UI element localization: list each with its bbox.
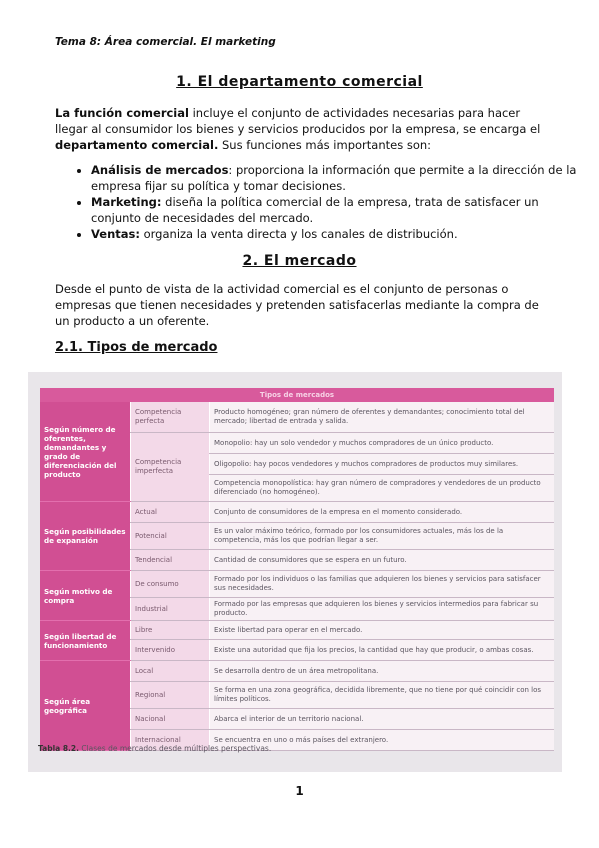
table-category: Según motivo de compra <box>40 571 131 621</box>
table-desc: Se desarrolla dentro de un área metropolitana. <box>210 661 555 682</box>
section-1-intro <box>55 105 545 153</box>
table-desc: Oligopolio: hay pocos vendedores y muchos compradores de productos muy similares. <box>210 454 555 475</box>
intro-bold-term-2: departamento comercial. <box>55 138 219 152</box>
intro-text-2: Sus funciones más importantes son: <box>218 138 432 152</box>
table-type: De consumo <box>131 571 210 598</box>
table-type: Libre <box>131 621 210 640</box>
table-desc: Abarca el interior de un territorio nacional. <box>210 709 555 730</box>
table-desc: Se forma en una zona geográfica, decidida libremente, que no tiene por qué coincidir con los límites políticos. <box>210 682 555 709</box>
table-type: Intervenido <box>131 640 210 661</box>
table-row <box>40 621 554 640</box>
table-desc: Formado por las empresas que adquieren los bienes y servicios intermedios para fabricar su producto. <box>210 598 555 621</box>
table-type: Actual <box>131 502 210 523</box>
section-2-title: 2. El mercado <box>242 253 357 269</box>
table-type: Regional <box>131 682 210 709</box>
table-type: Internacional <box>131 730 210 751</box>
table-row <box>40 402 554 433</box>
bullet-term: Análisis de mercados <box>91 163 229 177</box>
caption-text: Clases de mercados desde múltiples perspectivas. <box>78 744 272 753</box>
bullet-term: Ventas: <box>91 227 140 241</box>
bullet-text: : proporciona la información que permite a la dirección de la empresa fijar su política y tomar decisiones. <box>91 163 577 193</box>
table-caption <box>38 744 271 753</box>
market-types-table <box>40 388 554 751</box>
intro-text: incluye el conjunto de actividades necesarias para hacer llegar al consumidor los bienes y servicios producidos por la empresa, se encarga el <box>55 106 541 136</box>
table-desc: Competencia monopolística: hay gran número de compradores y vendedores de un producto diferenciado (no homogéneo). <box>210 475 555 502</box>
page-number: 1 <box>295 784 304 798</box>
table-type: Potencial <box>131 523 210 550</box>
bullet-text: organiza la venta directa y los canales de distribución. <box>139 227 458 241</box>
table-desc: Cantidad de consumidores que se espera en un futuro. <box>210 550 555 571</box>
table-desc: Es un valor máximo teórico, formado por los consumidores actuales, más los de la competencia, más los que podrían llegar a ser. <box>210 523 555 550</box>
table-type: Industrial <box>131 598 210 621</box>
table-desc: Existe una autoridad que fija los precios, la cantidad que hay que producir, o ambas cosas. <box>210 640 555 661</box>
section-2-text: Desde el punto de vista de la actividad comercial es el conjunto de personas o empresas que tienen necesidades y pretenden satisfacerlas mediante la compra de un producto a un oferente. <box>55 282 539 328</box>
table-row <box>40 571 554 598</box>
table-desc: Formado por los individuos o las familias que adquieren los bienes y servicios para satisfacer sus necesidades. <box>210 571 555 598</box>
table-row <box>40 502 554 523</box>
bullet-term: Marketing: <box>91 195 162 209</box>
table-category: Según número de oferentes, demandantes y grado de diferenciación del producto <box>40 402 131 502</box>
section-1-title: 1. El departamento comercial <box>176 74 423 90</box>
table-desc: Producto homogéneo; gran número de oferentes y demandantes; conocimiento total del mercado; libertad de entrada y salida. <box>210 402 555 433</box>
table-desc: Existe libertad para operar en el mercado. <box>210 621 555 640</box>
intro-bold-term: La función comercial <box>55 106 189 120</box>
table-photo <box>28 372 562 772</box>
table-category: Según posibilidades de expansión <box>40 502 131 571</box>
table-type: Nacional <box>131 709 210 730</box>
list-item <box>91 194 581 226</box>
table-desc: Se encuentra en uno o más países del extranjero. <box>210 730 555 751</box>
list-item <box>91 226 581 242</box>
table-row <box>40 661 554 682</box>
functions-list <box>55 162 581 242</box>
table-category: Según libertad de funcionamiento <box>40 621 131 661</box>
bullet-text: diseña la política comercial de la empresa, trata de satisfacer un conjunto de necesidades del mercado. <box>91 195 539 225</box>
table-header: Tipos de mercados <box>40 388 554 402</box>
running-header: Tema 8: Área comercial. El marketing <box>55 36 276 48</box>
table-type: Tendencial <box>131 550 210 571</box>
table-type: Competencia perfecta <box>131 402 210 433</box>
section-2-1-title: 2.1. Tipos de mercado <box>55 340 218 355</box>
table-type: Competencia imperfecta <box>131 433 210 502</box>
table-type: Local <box>131 661 210 682</box>
table-desc: Conjunto de consumidores de la empresa en el momento considerado. <box>210 502 555 523</box>
table-category: Según área geográfica <box>40 661 131 751</box>
caption-label: Tabla 8.2. <box>38 744 79 753</box>
list-item <box>91 162 581 194</box>
table-desc: Monopolio: hay un solo vendedor y muchos compradores de un único producto. <box>210 433 555 454</box>
